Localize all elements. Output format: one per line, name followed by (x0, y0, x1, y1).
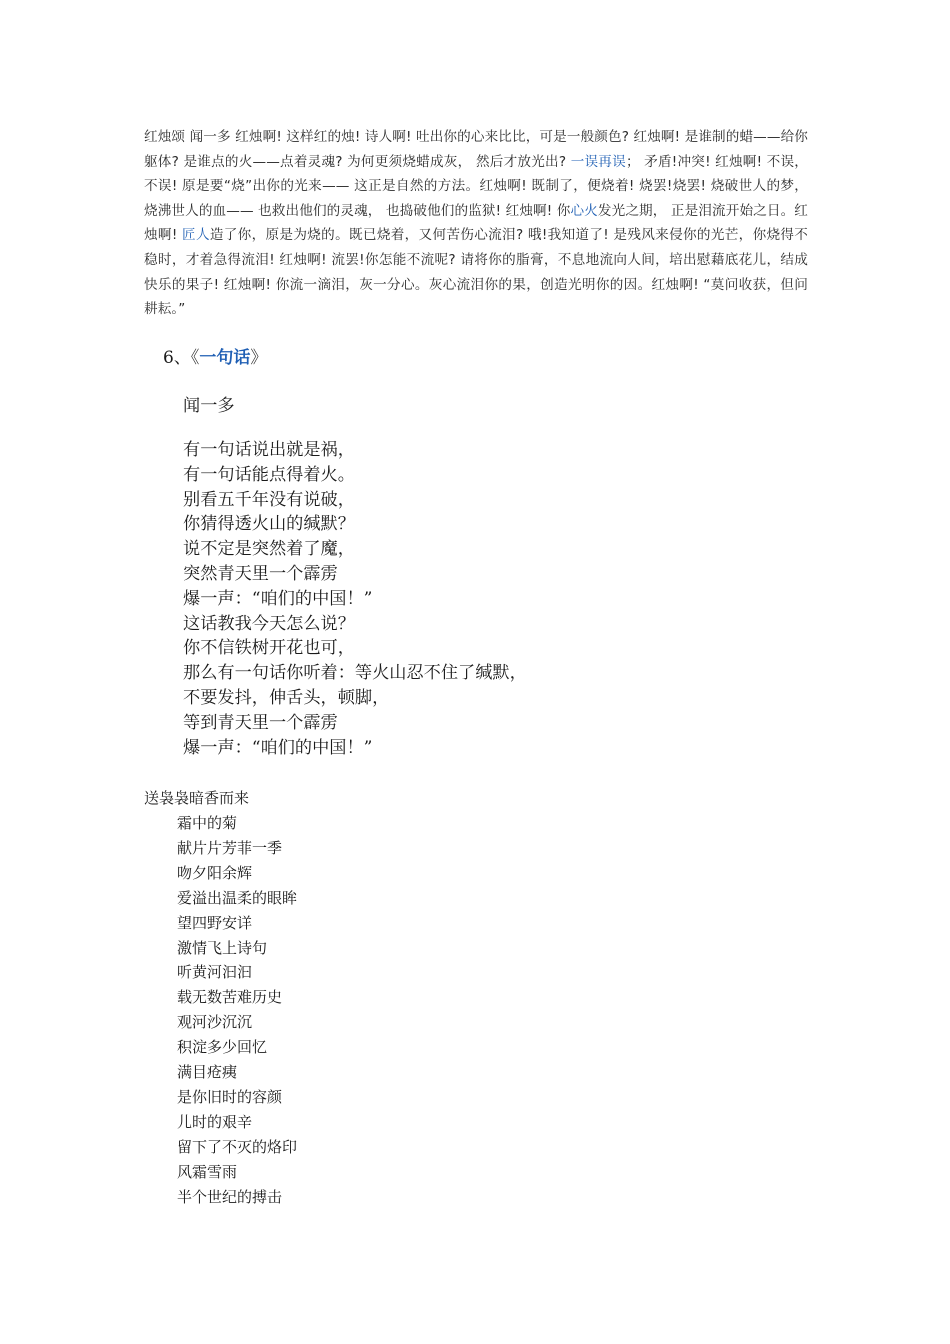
poem-line: 等到青天里一个霹雳 (183, 712, 338, 733)
poem-line: 这话教我今天怎么说？ (183, 613, 355, 634)
second-poem-line: 吻夕阳余辉 (177, 863, 253, 882)
poem-line: 那么有一句话你听着：等火山忍不住了缄默， (183, 663, 527, 684)
section-title-link[interactable]: 一句话 (199, 348, 251, 368)
second-poem-line: 听黄河汩汩 (177, 963, 253, 982)
second-poem-line: 是你旧时的容颜 (177, 1087, 283, 1106)
poem-line: 别看五千年没有说破， (183, 489, 355, 510)
poem-body (183, 438, 527, 760)
poem-line: 你猜得透火山的缄默？ (183, 514, 355, 535)
second-poem-first-line: 送袅袅暗香而来 (144, 789, 250, 807)
prose-text: 发光之期， 正是泪流开始之日。红烛啊! (144, 202, 809, 244)
second-poem-line: 留下了不灭的烙印 (177, 1137, 298, 1156)
second-poem-line: 半个世纪的搏击 (177, 1187, 283, 1206)
poem-line: 爆一声：“咱们的中国！” (183, 737, 373, 758)
poem-line: 爆一声：“咱们的中国！” (183, 588, 373, 609)
poem-line: 突然青天里一个霹雳 (183, 563, 338, 584)
title-open-quote: 《 (190, 348, 200, 368)
inline-link[interactable]: 心火 (570, 202, 598, 219)
second-poem-line: 霜中的菊 (177, 814, 238, 832)
second-poem-line: 望四野安详 (177, 913, 253, 932)
prose-text: ； 矛盾!冲突! 红烛啊! 不误，不误! 原是要“烧”出你的光来—— 这正是自然的方法。红烛啊! 既制了，便烧着! 烧罢!烧罢! 烧破世人的梦， 烧沸世人的血—— 也救出他们的灵魂， 也捣破他们的监狱! 红烛啊! 你 (144, 153, 808, 219)
second-poem-line: 儿时的艰辛 (177, 1112, 253, 1131)
second-poem-body (177, 811, 297, 1210)
title-close-quote: 》 (250, 348, 268, 368)
inline-link[interactable]: 匠人 (182, 227, 210, 244)
poem-line: 说不定是突然着了魔， (183, 539, 355, 560)
second-poem-line: 风霜雪雨 (177, 1162, 238, 1181)
second-poem-line: 献片片芳菲一季 (177, 838, 283, 857)
poem-line: 有一句话说出就是祸， (183, 440, 355, 460)
second-poem-line: 观河沙沉沉 (177, 1013, 253, 1032)
second-poem-line: 激情飞上诗句 (177, 938, 268, 957)
section-heading (163, 344, 267, 372)
poem-line: 有一句话能点得着火。 (183, 464, 355, 485)
section-number: 6、 (163, 348, 191, 368)
second-poem-line: 载无数苦难历史 (177, 988, 283, 1007)
poem-line: 你不信铁树开花也可， (183, 638, 355, 659)
prose-text: 造了你，原是为烧的。既已烧着，又何苦伤心流泪? 哦!我知道了! 是残风来侵你的光芒，你烧得不稳时，才着急得流泪! 红烛啊! 流罢!你怎能不流呢? 请将你的脂膏，不息地流向人间，培出慰藉底花儿，结成快乐的果子! 红烛啊! 你流一滴泪，灰一分心。灰心流泪你的果，创造光明你的因。红烛啊! “莫问收获，但问耕耘。” (144, 227, 809, 318)
inline-link[interactable]: 一误再误 (570, 153, 626, 170)
poem-line: 不要发抖，伸舌头，顿脚， (183, 687, 390, 708)
second-poem-line: 积淀多少回忆 (177, 1038, 268, 1057)
prose-paragraph (144, 125, 808, 322)
second-poem-line: 满目疮痍 (177, 1063, 238, 1082)
second-poem-line: 爱溢出温柔的眼眸 (177, 888, 298, 907)
poem-author: 闻一多 (183, 396, 235, 416)
prose-text: 红烛颂 闻一多 红烛啊! 这样红的烛! 诗人啊! 吐出你的心来比比，可是一般颜色? 红烛啊! 是谁制的蜡——给你躯体? 是谁点的火——点着灵魂? 为何更须烧蜡成灰， 然后才放光出? (144, 129, 808, 170)
